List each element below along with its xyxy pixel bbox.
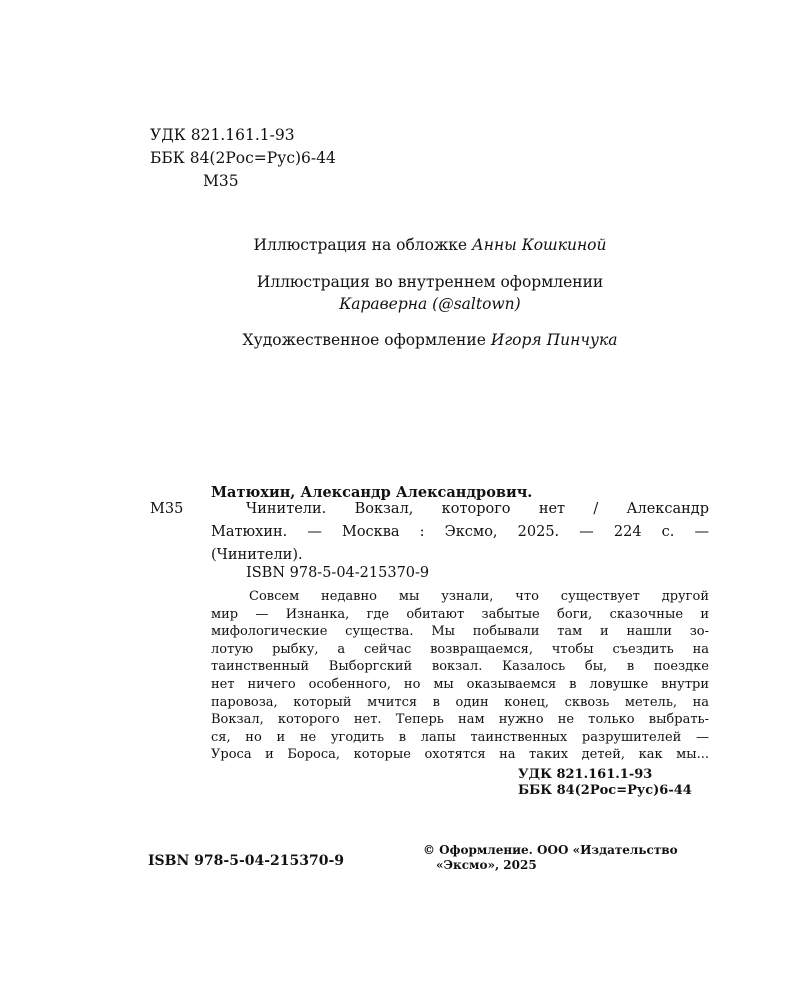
annotation-line: Вокзал, которого нет. Теперь нам нужно не только выбрать-: [211, 712, 709, 728]
catalog-author: Матюхин, Александр Александрович.: [211, 484, 533, 501]
footer-isbn: ISBN 978-5-04-215370-9: [148, 853, 345, 869]
annotation-line: Уроса и Бороса, которые охотятся на таких детей, как мы...: [211, 747, 709, 763]
annotation: [211, 588, 709, 764]
annotation-line: мифологические существа. Мы побывали там и нашли зо-: [211, 624, 709, 640]
annotation-line: таинственный Выборгский вокзал. Казалось бы, в поездке: [211, 659, 709, 675]
annotation-line: мир — Изнанка, где обитают забытые боги, сказочные и: [211, 606, 709, 622]
copyright-line: «Эксмо», 2025: [436, 858, 537, 872]
annotation-line: лотую рыбку, а сейчас возвращаемся, чтобы съездить на: [211, 641, 709, 657]
design-credit: [0, 329, 800, 352]
design-credit-prefix: Художественное оформление: [242, 331, 491, 349]
copyright-line: © Оформление. ООО «Издательство: [423, 843, 678, 857]
description-line: Матюхин. — Москва : Эксмо, 2025. — 224 с. —: [211, 524, 709, 540]
interior-illustration-credit: Иллюстрация во внутреннем оформлении: [256, 273, 604, 291]
catalog-bbk: ББК 84(2Рос=Рус)6-44: [518, 783, 692, 798]
annotation-line: паровоза, который мчится в один конец, сквозь метель, на: [211, 694, 709, 710]
description-line: Чинители. Вокзал, которого нет / Александр: [246, 501, 709, 517]
cover-credit-prefix: Иллюстрация на обложке: [253, 236, 473, 254]
annotation-line: ся, но и не угодить в лапы таинственных разрушителей —: [211, 729, 709, 745]
interior-artist: Караверна (@saltown): [339, 295, 521, 313]
catalog-udk: УДК 821.161.1-93: [518, 767, 653, 782]
catalog-author-mark: М35: [150, 501, 184, 517]
author-mark-header: М35: [203, 172, 239, 190]
annotation-line: нет ничего особенного, но мы оказываемся в ловушке внутри: [211, 676, 709, 692]
udk-header: УДК 821.161.1-93: [150, 126, 295, 144]
bbk-header: ББК 84(2Рос=Рус)6-44: [150, 149, 336, 167]
catalog-description: [211, 498, 709, 567]
description-line: (Чинители).: [211, 547, 303, 563]
cover-illustration-credit: [0, 234, 800, 257]
annotation-line: Совсем недавно мы узнали, что существует другой: [249, 589, 709, 604]
catalog-isbn: ISBN 978-5-04-215370-9: [246, 565, 430, 581]
cover-artist: Анны Кошкиной: [472, 236, 607, 254]
design-artist: Игоря Пинчука: [490, 331, 618, 349]
